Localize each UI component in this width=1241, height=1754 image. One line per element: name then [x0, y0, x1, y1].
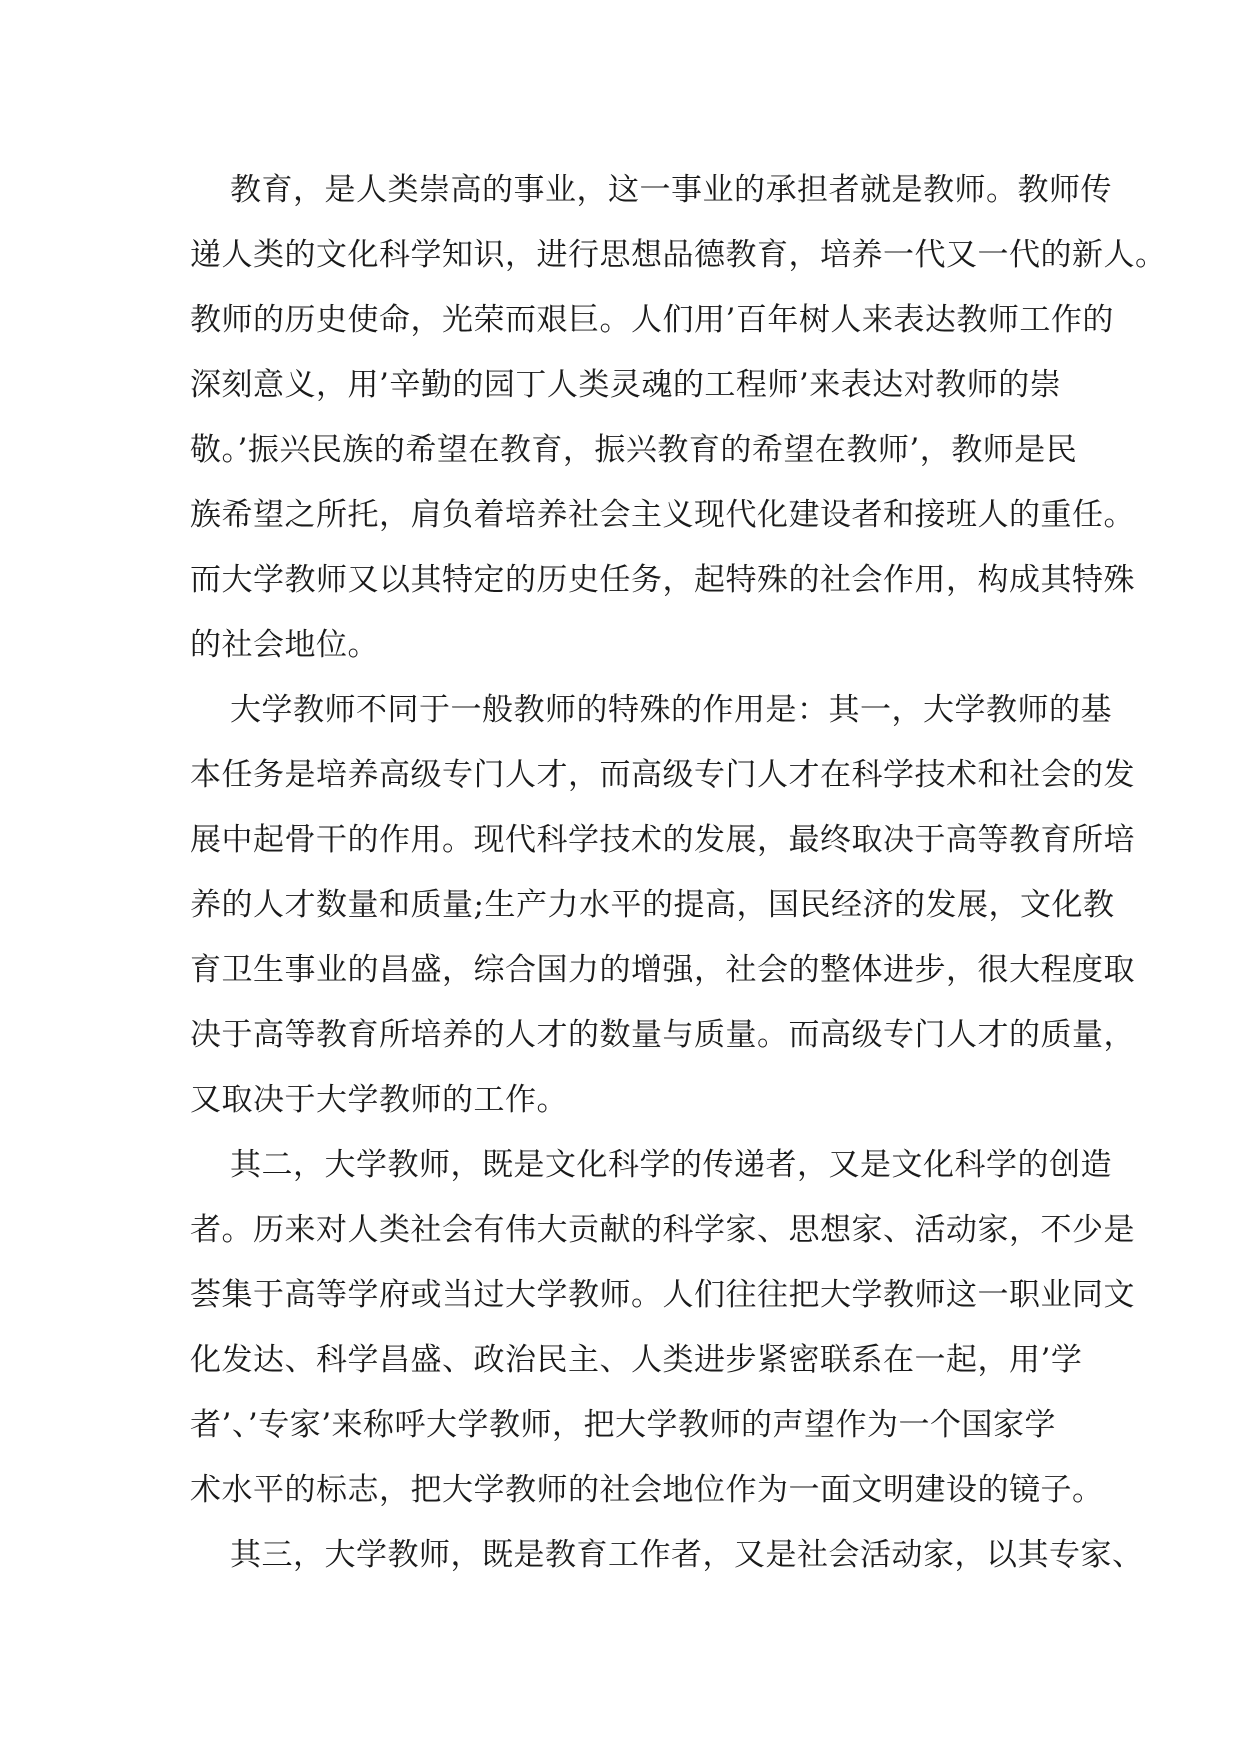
text-line: 养的人才数量和质量;生产力水平的提高，国民经济的发展，文化教 [190, 887, 1115, 923]
text-line: 决于高等教育所培养的人才的数量与质量。而高级专门人才的质量， [190, 1017, 1135, 1053]
text-line: 荟集于高等学府或当过大学教师。人们往往把大学教师这一职业同文 [190, 1277, 1135, 1313]
text-line: 教师的历史使命，光荣而艰巨。人们用’百年树人来表达教师工作的 [190, 302, 1114, 338]
text-line: 深刻意义，用’辛勤的园丁人类灵魂的工程师’来表达对教师的崇 [190, 367, 1062, 403]
text-line: 教育，是人类崇高的事业，这一事业的承担者就是教师。教师传 [230, 172, 1112, 208]
text-line: 化发达、科学昌盛、政治民主、人类进步紧密联系在一起，用’学 [190, 1342, 1083, 1378]
text-line: 者’、’专家’来称呼大学教师，把大学教师的声望作为一个国家学 [190, 1407, 1057, 1443]
text-line: 其二，大学教师，既是文化科学的传递者，又是文化科学的创造 [230, 1147, 1112, 1183]
text-line: 又取决于大学教师的工作。 [190, 1082, 568, 1118]
paragraph-1 [190, 158, 1167, 678]
text-line: 本任务是培养高级专门人才，而高级专门人才在科学技术和社会的发 [190, 757, 1135, 793]
document-body [190, 158, 1167, 1588]
text-line: 的社会地位。 [190, 627, 379, 663]
text-line: 敬。’振兴民族的希望在教育，振兴教育的希望在教师’，教师是民 [190, 432, 1078, 468]
text-line: 育卫生事业的昌盛，综合国力的增强，社会的整体进步，很大程度取 [190, 952, 1135, 988]
paragraph-3 [190, 1133, 1135, 1523]
text-line: 族希望之所托，肩负着培养社会主义现代化建设者和接班人的重任。 [190, 497, 1135, 533]
paragraph-2 [190, 678, 1135, 1133]
paragraph-4 [190, 1523, 1144, 1588]
text-line: 递人类的文化科学知识，进行思想品德教育，培养一代又一代的新人。 [190, 237, 1167, 273]
text-line: 者。历来对人类社会有伟大贡献的科学家、思想家、活动家，不少是 [190, 1212, 1135, 1248]
text-line: 术水平的标志，把大学教师的社会地位作为一面文明建设的镜子。 [190, 1472, 1104, 1508]
text-line: 展中起骨干的作用。现代科学技术的发展，最终取决于高等教育所培 [190, 822, 1135, 858]
text-line: 大学教师不同于一般教师的特殊的作用是：其一，大学教师的基 [230, 692, 1112, 728]
text-line: 其三，大学教师，既是教育工作者，又是社会活动家，以其专家、 [230, 1537, 1144, 1573]
text-line: 而大学教师又以其特定的历史任务，起特殊的社会作用，构成其特殊 [190, 562, 1135, 598]
